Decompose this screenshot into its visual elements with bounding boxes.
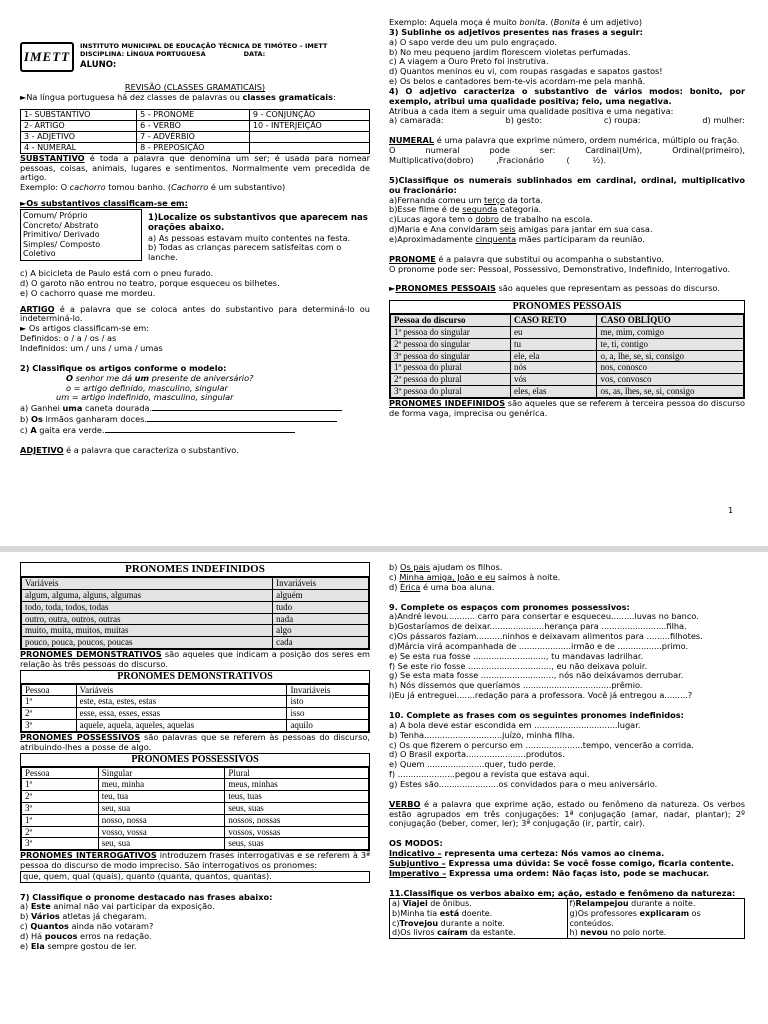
substantivo-type: Coletivo <box>23 249 56 259</box>
question-8-item-highlight: Érica <box>400 581 421 592</box>
question-9-title: 9. Complete os espaços com pronomes possessivos: <box>389 601 630 612</box>
question-11-item-text: de ônibus. <box>427 899 472 909</box>
question-5-item-text: amigas para jantar em sua casa. <box>515 224 653 235</box>
question-5-item <box>389 235 745 245</box>
pronomes-possessivos-cell: teus, tuas <box>225 791 369 803</box>
question-11-item-highlight: Viajei <box>402 899 428 909</box>
pronomes-indefinidos-cell: todo, toda, todos, todas <box>22 601 273 613</box>
question-10-item: f) ......................pegou a revista que estava aqui. <box>389 769 590 780</box>
pronomes-demonstrativos-cell: isso <box>287 708 369 720</box>
question-10-title: 10. Complete as frases com os seguintes pronomes indefinidos: <box>389 709 684 720</box>
question-11-item <box>392 909 565 919</box>
pronomes-pessoais-cell: me, mim, comigo <box>597 327 744 339</box>
question-8-item-text: b) <box>389 562 400 572</box>
pronomes-possessivos-row <box>22 826 369 838</box>
question-5-item-text: de trabalho na escola. <box>498 214 593 225</box>
question-2-item-text: irmãos ganharam doces. <box>42 414 147 425</box>
school-logo: IMETT <box>20 42 74 72</box>
question-1-item: d) O garoto não entrou no teatro, porque esqueceu os bilhetes. <box>20 277 280 288</box>
question-2-item-text: b) <box>20 414 31 425</box>
question-2-item-text: c) <box>20 424 31 435</box>
question-5-item-text: d)Maria e Ana convidaram <box>389 224 500 235</box>
question-7-item-text: d) Há <box>20 931 45 942</box>
pronomes-demonstrativos-row <box>22 720 369 732</box>
question-8-item-text: é uma boa aluna. <box>420 581 495 592</box>
pronomes-demonstrativos-cell: este, esta, estes, estas <box>76 696 287 708</box>
question-9-item: a)André levou........... carro para consertar e esqueceu.........luvas no banco. <box>389 611 699 622</box>
institution-name: INSTITUTO MUNICIPAL DE EDUCAÇÃO TÉCNICA DE TIMÓTEO – IMETT <box>80 41 328 50</box>
adjetivo-example: Exemplo: Aquela moça é muito bonita. (Bonita é um adjetivo) <box>389 17 643 27</box>
header-text <box>80 42 327 72</box>
page1-right-column <box>389 18 745 419</box>
adjetivo-definition: ADJETIVO é a palavra que caracteriza o substantivo. <box>20 444 239 455</box>
word-classes-cell: 1- SUBSTANTIVO <box>21 109 137 120</box>
question-5-item-highlight: seis <box>499 224 516 235</box>
pronome-definition: PRONOME é a palavra que substitui ou acompanha o substantivo. <box>389 253 664 264</box>
artigo-indefinidos: Indefinidos: um / uns / uma / umas <box>20 342 163 353</box>
question-3-item: e) Os belos e cantadores bem-te-vis acordam-me pela manhã. <box>389 76 646 87</box>
question-2-item <box>20 403 370 414</box>
pronomes-possessivos-cell: meus, minhas <box>225 779 369 791</box>
pronomes-indefinidos-header: Invariáveis <box>273 578 369 590</box>
question-5-title: 5)Classifique os numerais sublinhados em cardinal, ordinal, multiplicativo ou fracionário: <box>389 174 745 195</box>
pronomes-possessivos-cell: 1ª <box>22 814 99 826</box>
question-1-item: e) O cachorro quase me mordeu. <box>20 287 156 298</box>
question-5-item-text: b)Esse filme é de <box>389 204 463 215</box>
pronomes-indefinidos-cell: outro, outra, outros, outras <box>22 613 273 625</box>
artigo-definition: ARTIGO é a palavra que se coloca antes do substantivo para determiná-lo ou indeterminá-lo. <box>20 303 370 324</box>
word-classes-table <box>20 109 370 154</box>
word-classes-cell: 10 - INTERJEIÇÃO <box>249 120 369 131</box>
question-11-item <box>392 899 565 909</box>
pronomes-pessoais-cell: 3ª pessoa do singular <box>391 350 511 362</box>
pronomes-demonstrativos-cell: 3ª <box>22 720 77 732</box>
question-8-item-text: ajudam os filhos. <box>430 562 503 572</box>
pronomes-indefinidos-cell: algum, alguma, alguns, algumas <box>22 589 273 601</box>
question-7-item <box>20 942 370 952</box>
pronomes-pessoais-cell: nós <box>511 362 597 374</box>
student-label: ALUNO: <box>80 60 117 71</box>
question-10-item: c) Os que fizerem o percurso em ......................tempo, vencerão a corrida. <box>389 739 694 750</box>
question-11-item <box>392 919 565 929</box>
question-4-item: b) gesto: <box>505 115 543 126</box>
worksheet-page-2 <box>0 553 768 1024</box>
pronomes-possessivos-cell: teu, tua <box>98 791 225 803</box>
question-7-item-text: e) <box>20 940 31 951</box>
question-11-item-highlight: Relampejou <box>575 899 629 909</box>
pronomes-indefinidos-cell: alguém <box>273 589 369 601</box>
pronomes-indefinidos-table: PRONOMES INDEFINIDOS Variáveis Invariáveis algum, alguma, alguns, algumas alguém todo, toda, todos, todas tudo outro, outra, outros, outras nada muito, muita, muitos, muitas algo pouco, pouca, poucos, poucas cada <box>20 562 370 650</box>
question-4-item: c) roupa: <box>603 115 641 126</box>
question-1-title: 1)Localize os substantivos que aparecem nas orações abaixo. <box>148 212 368 234</box>
substantivo-definition: SUBSTANTIVO é toda a palavra que denomina um ser; é usada para nomear pessoas, coisas, animais, lugares e sentimentos. Normalmente vem precedida de artigo. <box>20 152 370 183</box>
question-4-item: d) mulher: <box>702 115 745 126</box>
question-11-item-highlight: nevou <box>580 928 608 938</box>
question-11-item-text: d)Os livros <box>392 928 438 938</box>
answer-blank-line <box>152 403 342 411</box>
pronomes-possessivos-header: Plural <box>225 767 369 779</box>
pronomes-indefinidos-cell: cada <box>273 637 369 649</box>
pronomes-possessivos-row <box>22 779 369 791</box>
pronomes-possessivos-row <box>22 838 369 850</box>
question-11-item-highlight: está <box>439 909 460 919</box>
question-9-item: i)Eu já entreguei.......redação para a professora. Você já entregou a.........? <box>389 690 693 701</box>
pronomes-pessoais-cell: te, ti, contigo <box>597 338 744 350</box>
pronomes-indefinidos-row <box>22 589 369 601</box>
question-2-item <box>20 425 370 436</box>
pronomes-demonstrativos-cell: 2ª <box>22 708 77 720</box>
verbo-definition: VERBO é a palavra que exprime ação, estado ou fenômeno da natureza. Os verbos estão agrupados em três conjugações: 1ª conjugação (amar, nadar, plantar); 2º conjugação (beber, comer, ler); 3ª conjugação (ir, partir, cair). <box>389 798 745 829</box>
substantivo-types-and-q1 <box>20 209 370 263</box>
worksheet-title: REVISÃO (CLASSES GRAMATICAIS) <box>124 82 266 92</box>
substantivo-types-box <box>20 209 142 261</box>
question-10-item: g) Estes são.......................os convidados para o meu aniversário. <box>389 778 658 789</box>
pronomes-indefinidos-cell: pouco, pouca, poucos, poucas <box>22 637 273 649</box>
question-10-item: a) A bola deve estar escondida em ................................lugar. <box>389 719 641 730</box>
answer-blank-line <box>105 425 295 433</box>
question-8-item-text: c) <box>389 571 400 582</box>
pronomes-demonstrativos-cell: esse, essa, esses, essas <box>76 708 287 720</box>
pronomes-possessivos-header: Singular <box>98 767 225 779</box>
question-11-item-text: da estante. <box>467 928 516 938</box>
pronomes-possessivos-cell: meu, minha <box>98 779 225 791</box>
word-classes-cell: 6 - VERBO <box>137 120 250 131</box>
numeral-types: O numeral pode ser: Cardinal(Um), Ordinal(primeiro), Multiplicativo(dobro) ,Fracionário ( ½). <box>389 145 745 165</box>
question-3-item: d) Quantos meninos eu vi, com roupas rasgadas e sapatos gastos! <box>389 66 663 77</box>
question-1-items <box>20 269 370 299</box>
modos-title: OS MODOS: <box>389 838 443 849</box>
pronomes-possessivos-cell: nossos, nossas <box>225 814 369 826</box>
question-7-item-text: erros na redação. <box>77 931 152 942</box>
question-5-item-text: e)Aproximadamente <box>389 233 476 244</box>
question-9-item: g) Se esta mata fosse ............................, nós não deixávamos derrubar. <box>389 670 684 681</box>
pronomes-pessoais-header: Pessoa do discurso <box>391 315 511 327</box>
pronomes-pessoais-cell: 2ª pessoa do singular <box>391 338 511 350</box>
question-11-item <box>570 909 743 928</box>
pronomes-possessivos-row <box>22 802 369 814</box>
pronomes-indefinidos-cell: nada <box>273 613 369 625</box>
question-10-item: d) O Brasil exporta.......................produtos. <box>389 749 565 760</box>
pronomes-demonstrativos-cell: isto <box>287 696 369 708</box>
pronomes-demonstrativos-definition: PRONOMES DEMONSTRATIVOS são aqueles que indicam a posição dos seres em relação às três pessoas do discurso. <box>20 648 371 669</box>
question-5-item-text: categoria. <box>497 204 542 215</box>
word-classes-row <box>21 109 370 120</box>
question-5-item-highlight: segunda <box>462 204 498 215</box>
question-11-item-highlight: caíram <box>437 928 468 938</box>
date-label: DATA: <box>243 49 266 58</box>
pronomes-indefinidos-row <box>22 625 369 637</box>
pronomes-possessivos-header: Pessoa <box>22 767 99 779</box>
question-2-model-line-3: um = artigo indefinido, masculino, singular <box>56 392 234 403</box>
pronomes-demonstrativos-row <box>22 708 369 720</box>
interrogativos-list: que, quem, qual (quais), quanto (quanta, quantos, quantas). <box>20 871 370 883</box>
question-8-item-highlight: Minha amiga, João e eu <box>399 571 496 582</box>
pronomes-interrogativos-definition: PRONOMES INTERROGATIVOS introduzem frases interrogativas e se referem à 3ª pessoa do discurso de modo impreciso. São interrogativos os pronomes: <box>20 850 370 870</box>
question-5-item-text: da torta. <box>504 194 543 205</box>
pronome-types: O pronome pode ser: Pessoal, Possessivo, Demonstrativo, Indefinido, Interrogativo. <box>389 263 731 274</box>
question-11-item-text: durante a noite. <box>628 899 696 909</box>
question-4-items <box>389 116 745 126</box>
pronomes-possessivos-row <box>22 814 369 826</box>
word-classes-cell <box>249 142 369 153</box>
pronomes-pessoais-row <box>391 338 744 350</box>
school-header <box>20 38 370 75</box>
substantivo-classes-title: ►Os substantivos classificam-se em: <box>20 198 188 209</box>
pronomes-pessoais-row <box>391 327 744 339</box>
pronomes-demonstrativos-header: Variáveis <box>76 684 287 696</box>
pronomes-pessoais-cell: 1ª pessoa do singular <box>391 327 511 339</box>
pronomes-pessoais-header-row <box>391 315 744 327</box>
question-11-item <box>570 899 743 909</box>
question-11-title: 11.Classifique os verbos abaixo em; ação, estado e fenômeno da natureza: <box>389 887 736 898</box>
pronomes-indefinidos-cell: muito, muita, muitos, muitas <box>22 625 273 637</box>
question-11-item <box>392 928 565 938</box>
question-2-article: A <box>30 424 37 435</box>
question-3-title: 3) Sublinhe os adjetivos presentes nas frases a seguir: <box>389 26 643 37</box>
question-2-model-line-2: o = artigo definido, masculino, singular <box>66 382 228 393</box>
pronomes-pessoais-header: CASO OBLÍQUO <box>597 315 744 327</box>
question-11-items <box>389 898 745 938</box>
word-classes-cell: 8 - PREPOSIÇÃO <box>137 142 250 153</box>
question-11-item-text: f) <box>569 899 576 909</box>
pronomes-pessoais-header: CASO RETO <box>511 315 597 327</box>
question-7-item-highlight: poucos <box>44 931 78 942</box>
question-7-item-text: ainda não votaram? <box>68 921 154 932</box>
pronomes-possessivos-cell: 2ª <box>22 826 99 838</box>
pronomes-indefinidos-row <box>22 601 369 613</box>
pronomes-indefinidos-header-row <box>22 578 369 590</box>
question-7-item-text: c) <box>20 921 31 932</box>
pronomes-indefinidos-cell: algo <box>273 625 369 637</box>
pronomes-possessivos-cell: seus, suas <box>225 838 369 850</box>
question-1-item: a) As pessoas estavam muito contentes na festa. <box>148 232 351 243</box>
word-classes-cell <box>249 131 369 142</box>
pronomes-possessivos-table: PRONOMES POSSESSIVOS Pessoa Singular Plural 1ª meu, minha meus, minhas 2ª teu, tua teus, tuas 3ª seu, sua seus, suas 1ª nosso, nossa nossos, nossas 2ª vosso, vossa vossos, vossas 3ª seu, sua seus, suas <box>20 753 370 852</box>
answer-blank-line <box>147 414 337 422</box>
pronomes-demonstrativos-table: PRONOMES DEMONSTRATIVOS Pessoa Variáveis Invariáveis 1ª este, esta, estes, estas isto 2ª esse, essa, esses, essas isso 3ª aquele, aquela, aqueles, aquelas aquilo <box>20 670 370 733</box>
word-classes-row <box>21 120 370 131</box>
question-2-item <box>20 414 370 425</box>
question-7-item-text: b) <box>20 911 31 922</box>
question-9-item: d)Márcia virá acompanhada de ....................irmão e de .................primo. <box>389 640 689 651</box>
question-5-item-text: a)Fernanda comeu um <box>389 194 485 205</box>
question-11-item-text: no polo norte. <box>607 928 667 938</box>
pronomes-pessoais-cell: o, a, lhe, se, si, consigo <box>597 350 744 362</box>
question-2-items <box>20 403 370 436</box>
question-2-model: O senhor me dá um presente de aniversário? <box>66 372 254 383</box>
question-11-item <box>570 928 743 938</box>
pronomes-pessoais-cell: 1ª pessoa do plural <box>391 362 511 374</box>
question-4-instruction: Atribua a cada item a seguir uma qualidade positiva e uma negativa: <box>389 105 674 116</box>
question-7-item-text: a) <box>20 901 31 912</box>
question-7-item-text: sempre gostou de ler. <box>44 940 137 951</box>
question-1-items-side <box>148 234 370 264</box>
question-8-item-highlight: Os pais <box>400 562 431 572</box>
substantivo-type: Concreto/ Abstrato <box>23 220 99 230</box>
question-2-title: 2) Classifique os artigos conforme o modelo: <box>20 362 227 373</box>
pronomes-indefinidos-header: Variáveis <box>22 578 273 590</box>
artigo-classes-title: ► Os artigos classificam-se em: <box>20 323 150 334</box>
modo-subjuntivo: Subjuntivo – Expressa uma dúvida: Se você fosse comigo, ficaria contente. <box>389 857 735 868</box>
question-7-item-highlight: Ela <box>30 940 45 951</box>
question-2-article: Os <box>31 414 43 425</box>
question-11-item-highlight: explicaram <box>639 909 690 919</box>
word-classes-row <box>21 142 370 153</box>
pronomes-possessivos-cell: 1ª <box>22 779 99 791</box>
question-9-item: h) Nós dissemos que queríamos ..................................prêmio. <box>389 680 643 691</box>
page2-left-column <box>20 562 370 952</box>
pronomes-demonstrativos-row <box>22 696 369 708</box>
pronomes-possessivos-cell: seu, sua <box>98 802 225 814</box>
substantivo-type: Comum/ Próprio <box>23 210 88 220</box>
word-classes-cell: 9 - CONJUNÇÃO <box>249 109 369 120</box>
question-7-item-highlight: Quantos <box>30 921 69 932</box>
question-10-item: b) Tenha..............................juízo, minha filha. <box>389 729 575 740</box>
pronomes-possessivos-definition: PRONOMES POSSESSIVOS são palavras que se referem às pessoas do discurso, atribuindo-lhes a posse de algo. <box>20 731 370 752</box>
numeral-definition: NUMERAL é uma palavra que exprime número, ordem numérica, múltiplo ou fração. <box>389 135 740 146</box>
question-2-item-text: gaita era verde. <box>36 424 105 435</box>
question-7-item-highlight: Este <box>30 901 51 912</box>
modo-imperativo: Imperativo – Expressa uma ordem: Não faças isto, pode se machucar. <box>389 867 710 878</box>
pronomes-pessoais-table: PRONOMES PESSOAIS Pessoa do discurso CASO RETO CASO OBLÍQUO 1ª pessoa do singular eu me, mim, comigo 2ª pessoa do singular tu te, ti, contigo 3ª pessoa do singular ele, ela o, a, lhe, se, si, consigo 1ª pessoa do plural nós nos, conosco 2ª pessoa do plural vós vos, convosco 3ª pessoa do plural eles, elas os, as, lhes, se, si, consigo <box>389 300 745 399</box>
question-10-item: e) Quem ......................quer, tudo perde. <box>389 759 556 770</box>
question-5-item-highlight: terço <box>484 194 505 205</box>
word-classes-cell: 5 - PRONOME <box>137 109 250 120</box>
question-2-item-text: a) Ganhei <box>20 403 63 414</box>
question-5-items <box>389 196 745 245</box>
pronomes-pessoais-row <box>391 386 744 398</box>
question-5-item-highlight: cinquenta <box>475 233 517 244</box>
page2-right-column <box>389 563 745 939</box>
word-classes-cell: 2- ARTIGO <box>21 120 137 131</box>
word-classes-cell: 4 - NUMERAL <box>21 142 137 153</box>
pronomes-demonstrativos-cell: aquilo <box>287 720 369 732</box>
pronomes-pessoais-cell: 3ª pessoa do plural <box>391 386 511 398</box>
question-11-item-text: os conteúdos. <box>569 909 701 928</box>
classes-intro: ►Na língua portuguesa há dez classes de palavras ou classes gramaticais: <box>20 91 336 102</box>
pronomes-pessoais-row <box>391 350 744 362</box>
pronomes-pessoais-cell: eles, elas <box>511 386 597 398</box>
question-7-title: 7) Classifique o pronome destacado nas frases abaixo: <box>20 891 273 902</box>
question-1-item: c) A bicicleta de Paulo está com o pneu furado. <box>20 268 214 279</box>
question-9-item: b)Gostaríamos de deixar.....................herança para .........................filha. <box>389 621 687 632</box>
question-4-title: 4) O adjetivo caracteriza o substantivo de vários modos: bonito, por exemplo, atribui uma qualidade positiva; feio, uma negativa. <box>389 85 745 106</box>
pronomes-pessoais-cell: 2ª pessoa do plural <box>391 374 511 386</box>
pronomes-pessoais-cell: vos, convosco <box>597 374 744 386</box>
question-7-item-text: animal não vai participar da exposição. <box>50 901 215 912</box>
word-classes-cell: 7 - ADVÉRBIO <box>137 131 250 142</box>
substantivo-example: Exemplo: O cachorro tomou banho. (Cachorro é um substantivo) <box>20 182 286 193</box>
artigo-definidos: Definidos: o / a / os / as <box>20 333 117 344</box>
substantivo-type: Simples/ Composto <box>23 239 101 249</box>
pronomes-pessoais-cell: eu <box>511 327 597 339</box>
discipline-label: DISCIPLINA: LÍNGUA PORTUGUESA <box>80 49 206 58</box>
pronomes-indefinidos-row <box>22 613 369 625</box>
question-1-item: b) Todas as crianças parecem satisfeitas com o lanche. <box>148 242 342 263</box>
pronomes-possessivos-cell: seus, suas <box>225 802 369 814</box>
word-classes-cell: 3 - ADJETIVO <box>21 131 137 142</box>
pronomes-possessivos-cell: 3ª <box>22 838 99 850</box>
question-11-item-text: a) <box>392 899 403 909</box>
pronomes-possessivos-cell: vossos, vossas <box>225 826 369 838</box>
pronomes-pessoais-cell: nos, conosco <box>597 362 744 374</box>
question-4-item: a) camarada: <box>389 115 444 126</box>
pronomes-possessivos-cell: seu, sua <box>98 838 225 850</box>
question-11-item-text: g)Os professores <box>569 909 640 919</box>
pronomes-pessoais-definition: ►PRONOMES PESSOAIS são aqueles que representam as pessoas do discurso. <box>389 283 720 294</box>
page-divider <box>0 546 768 552</box>
pronomes-pessoais-cell: os, as, lhes, se, si, consigo <box>597 386 744 398</box>
question-7-item-text: atletas já chegaram. <box>59 911 147 922</box>
pronomes-demonstrativos-cell: aquele, aquela, aqueles, aquelas <box>76 720 287 732</box>
question-2-article: uma <box>62 403 83 414</box>
question-3-item: a) O sapo verde deu um pulo engraçado. <box>389 36 557 47</box>
pronomes-possessivos-header-row <box>22 767 369 779</box>
question-11-item-text: durante a noite. <box>438 918 505 928</box>
question-8-item-text: d) <box>389 581 400 592</box>
pronomes-pessoais-cell: ele, ela <box>511 350 597 362</box>
pronomes-demonstrativos-header-row <box>22 684 369 696</box>
question-11-item-text: b)Minha tia <box>392 909 440 919</box>
page-number: 1 <box>728 505 734 515</box>
question-3-item: b) No meu pequeno jardim florescem violetas perfumadas. <box>389 46 631 57</box>
question-7-items <box>20 902 370 951</box>
question-2-item-text: caneta dourada. <box>82 403 153 414</box>
question-11-item-highlight: Trovejou <box>399 918 439 928</box>
pronomes-pessoais-row <box>391 362 744 374</box>
pronomes-indefinidos-cell: tudo <box>273 601 369 613</box>
question-3-item: c) A viagem a Ouro Preto foi instrutiva. <box>389 56 549 67</box>
question-8-items <box>389 563 745 593</box>
question-8-item-text: saímos à noite. <box>495 571 561 582</box>
word-classes-row <box>21 131 370 142</box>
pronomes-possessivos-cell: vosso, vossa <box>98 826 225 838</box>
question-5-item-highlight: dobro <box>475 214 499 225</box>
pronomes-possessivos-cell: nosso, nossa <box>98 814 225 826</box>
pronomes-indefinidos-definition: PRONOMES INDEFINIDOS são aqueles que se referem à terceira pessoa do discurso de forma vaga, imprecisa ou genérica. <box>389 397 745 418</box>
modo-indicativo: Indicativo – representa uma certeza: Nós vamos ao cinema. <box>389 848 665 859</box>
pronomes-pessoais-cell: vós <box>511 374 597 386</box>
question-11-item-text: h) <box>569 928 581 938</box>
pronomes-indefinidos-row <box>22 637 369 649</box>
question-9-item: c)Os pássaros faziam..........ninhos e deixavam alimentos para .........filhotes. <box>389 631 703 642</box>
pronomes-pessoais-cell: tu <box>511 338 597 350</box>
question-8-item <box>389 583 745 593</box>
page1-left-column <box>20 0 370 456</box>
substantivo-type: Primitivo/ Derivado <box>23 230 100 240</box>
question-9-items <box>389 612 745 701</box>
pronomes-possessivos-cell: 3ª <box>22 802 99 814</box>
pronomes-demonstrativos-header: Invariáveis <box>287 684 369 696</box>
pronomes-pessoais-row <box>391 374 744 386</box>
question-3-items <box>389 38 745 87</box>
question-10-items <box>389 721 745 790</box>
pronomes-possessivos-cell: 2ª <box>22 791 99 803</box>
question-11-item-text: c) <box>392 918 400 928</box>
pronomes-possessivos-row <box>22 791 369 803</box>
question-5-item-text: mães participaram da reunião. <box>516 233 645 244</box>
question-9-item: e) Se esta rua fosse ............................, tu mandavas ladrilhar. <box>389 650 644 661</box>
pronomes-demonstrativos-header: Pessoa <box>22 684 77 696</box>
question-9-item: f) Se este rio fosse ................................, eu não deixava poluir. <box>389 660 648 671</box>
pronomes-demonstrativos-cell: 1ª <box>22 696 77 708</box>
question-11-item-text: doente. <box>459 909 493 919</box>
question-5-item-text: c)Lucas agora tem o <box>389 214 476 225</box>
question-7-item-highlight: Vários <box>31 911 60 922</box>
